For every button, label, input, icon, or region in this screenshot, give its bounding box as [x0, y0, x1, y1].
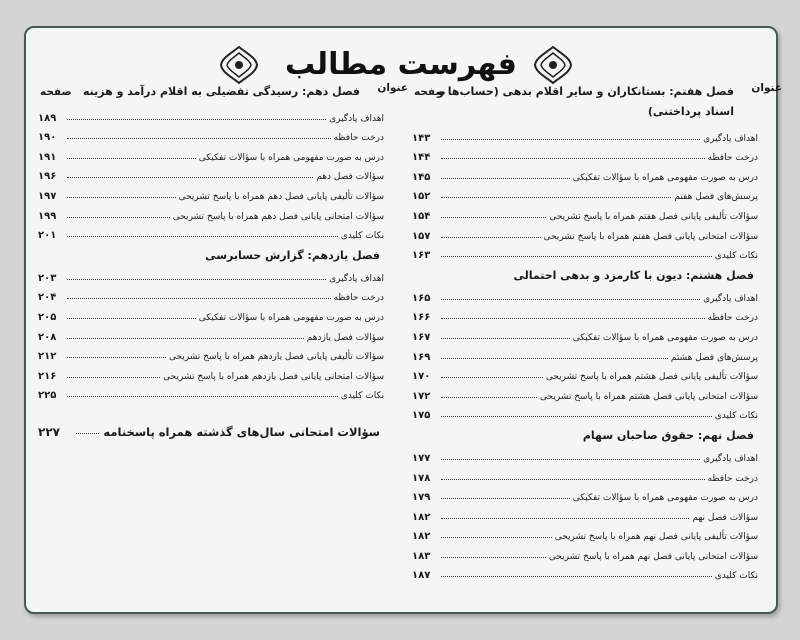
entry-page-number: ۱۸۷ [412, 570, 431, 582]
header-title-label: عنوان [377, 82, 408, 94]
leader-dots [67, 377, 160, 378]
leader-dots [441, 518, 689, 519]
entry-title: پرسش‌های فصل هشتم [670, 352, 758, 363]
entry-page-number: ۲۱۲ [38, 351, 57, 363]
entry-title: درخت حافظه [707, 473, 758, 484]
chapter-title: فصل هفتم: بستانکاران و سایر اقلام بدهی (حساب‌ها و اسناد پرداختنی) [437, 85, 734, 118]
entry-page-number: ۱۷۰ [412, 371, 431, 383]
leader-dots [441, 358, 668, 359]
leader-dots [441, 237, 541, 238]
entry-title: سؤالات تألیفی پایانی فصل دهم همراه با پاسخ تشریحی [178, 191, 384, 202]
final-entry [38, 417, 386, 439]
entry-title: درس به صورت مفهومی همراه با سؤالات تفکیکی [572, 172, 758, 183]
chapter-title: فصل یازدهم: گزارش حسابرسی [205, 249, 380, 263]
entry-page-number: ۱۹۰ [38, 132, 57, 144]
entry-title: نکات کلیدی [714, 251, 758, 262]
leader-dots [441, 459, 700, 460]
toc-entry[interactable] [412, 503, 760, 523]
entry-title: سؤالات امتحانی پایانی فصل یازدهم همراه با پاسخ تشریحی [163, 371, 384, 382]
toc-entry[interactable] [38, 323, 386, 343]
entry-page-number: ۲۰۱ [38, 230, 57, 242]
entry-title: نکات کلیدی [340, 391, 384, 402]
entry-page-number: ۲۰۳ [38, 272, 57, 284]
header-title-label: عنوان [751, 82, 782, 94]
chapter-title: فصل نهم: حقوق صاحبان سهام [582, 429, 754, 443]
entry-page-number: ۲۰۵ [38, 311, 57, 323]
toc-entry[interactable] [412, 402, 760, 422]
entry-page-number: ۲۰۸ [38, 331, 57, 343]
leader-dots [76, 433, 99, 434]
toc-entry[interactable] [412, 202, 760, 222]
leader-dots [441, 158, 705, 159]
entry-title: سؤالات امتحانی پایانی فصل هفتم همراه با پاسخ تشریحی [543, 231, 758, 242]
leader-dots [67, 396, 338, 397]
leader-dots [67, 119, 326, 120]
entry-page-number: ۱۹۱ [38, 151, 57, 163]
entry-title: درخت حافظه [333, 133, 384, 144]
leader-dots [441, 139, 700, 140]
entry-page-number: ۱۷۸ [412, 472, 431, 484]
entry-title: درخت حافظه [333, 293, 384, 304]
leader-dots [67, 197, 176, 198]
leader-dots [67, 177, 313, 178]
leader-dots [441, 557, 546, 558]
chapter-title: فصل هشتم: دیون با کارمزد و بدهی احتمالی [513, 269, 754, 283]
entry-title: درخت حافظه [707, 313, 758, 324]
toc-entry[interactable] [412, 343, 760, 363]
toc-entry[interactable] [38, 202, 386, 222]
entry-title: نکات کلیدی [340, 231, 384, 242]
leader-dots [67, 236, 338, 237]
entry-page-number: ۱۸۹ [38, 112, 57, 124]
leader-dots [441, 318, 705, 319]
toc-entry[interactable] [412, 144, 760, 164]
entry-title: اهداف یادگیری [329, 273, 384, 284]
final-entry-page: ۲۲۷ [38, 425, 60, 440]
leader-dots [441, 256, 712, 257]
leader-dots [67, 298, 331, 299]
entry-title: سؤالات تألیفی پایانی فصل یازدهم همراه با پاسخ تشریحی [169, 352, 384, 363]
entry-page-number: ۱۷۲ [412, 390, 431, 402]
entry-title: نکات کلیدی [714, 571, 758, 582]
entry-title: سؤالات تألیفی پایانی فصل نهم همراه با پاسخ تشریحی [554, 532, 758, 543]
entry-title: سؤالات تألیفی پایانی فصل هفتم همراه با پاسخ تشریحی [549, 211, 758, 222]
toc-entry[interactable] [38, 143, 386, 163]
leader-dots [441, 217, 546, 218]
entry-title: درس به صورت مفهومی همراه با سؤالات تفکیکی [198, 312, 384, 323]
toc-entry[interactable] [412, 304, 760, 324]
entry-title: درس به صورت مفهومی همراه با سؤالات تفکیکی [198, 152, 384, 163]
leader-dots [441, 197, 671, 198]
entry-page-number: ۱۸۳ [412, 550, 431, 562]
leader-dots [441, 479, 705, 480]
entry-page-number: ۱۵۷ [412, 230, 431, 242]
entry-page-number: ۱۶۷ [412, 331, 431, 343]
leader-dots [67, 357, 166, 358]
toc-entry[interactable] [412, 382, 760, 402]
entry-title: پرسش‌های فصل هفتم [674, 192, 758, 203]
toc-entry[interactable] [412, 562, 760, 582]
toc-entry[interactable] [38, 303, 386, 323]
entry-title: سؤالات فصل یازدهم [306, 332, 384, 343]
entry-page-number: ۲۲۵ [38, 390, 57, 402]
toc-entry[interactable] [412, 363, 760, 383]
ornament-left-icon [218, 44, 260, 86]
entry-page-number: ۱۵۴ [412, 210, 431, 222]
toc-entry[interactable] [412, 163, 760, 183]
leader-dots [67, 279, 326, 280]
toc-entry[interactable] [412, 124, 760, 144]
entry-title: اهداف یادگیری [703, 133, 758, 144]
entry-title: سؤالات امتحانی پایانی فصل دهم همراه با پاسخ تشریحی [172, 211, 384, 222]
toc-entry[interactable] [38, 362, 386, 382]
entry-title: سؤالات تألیفی پایانی فصل هشتم همراه با پاسخ تشریحی [545, 372, 758, 383]
entry-page-number: ۲۱۶ [38, 370, 57, 382]
chapter-section [38, 82, 386, 241]
entry-page-number: ۱۶۶ [412, 312, 431, 324]
leader-dots [67, 217, 170, 218]
final-entry-text: سؤالات امتحانی سال‌های گذشته همراه پاسخنامه [103, 425, 380, 440]
leader-dots [67, 138, 331, 139]
entry-title: درخت حافظه [707, 153, 758, 164]
entry-page-number: ۱۷۵ [412, 410, 431, 422]
entry-title: درس به صورت مفهومی همراه با سؤالات تفکیکی [572, 332, 758, 343]
entry-page-number: ۱۹۶ [38, 171, 57, 183]
toc-entry[interactable] [38, 382, 386, 402]
entry-title: سؤالات امتحانی پایانی فصل هشتم همراه با پاسخ تشریحی [540, 391, 758, 402]
header-page-label: صفحه [414, 86, 446, 98]
column-header [38, 82, 408, 102]
toc-entry[interactable] [412, 284, 760, 304]
entry-page-number: ۱۶۵ [412, 292, 431, 304]
header-page-label: صفحه [40, 86, 72, 98]
leader-dots [441, 576, 712, 577]
entry-page-number: ۱۴۳ [412, 132, 431, 144]
toc-entry[interactable] [38, 222, 386, 242]
entry-title: اهداف یادگیری [703, 453, 758, 464]
toc-entry[interactable] [412, 484, 760, 504]
toc-entry[interactable] [412, 523, 760, 543]
toc-entry[interactable] [412, 323, 760, 343]
chapter-section [412, 429, 760, 581]
entry-title: اهداف یادگیری [329, 113, 384, 124]
toc-entry[interactable] [38, 124, 386, 144]
leader-dots [441, 416, 712, 417]
chapter-section [412, 82, 760, 261]
chapter-title: فصل دهم: رسیدگی تفضیلی به اقلام درآمد و هزینه [82, 85, 360, 98]
toc-entry[interactable] [38, 264, 386, 284]
toc-entry[interactable] [412, 222, 760, 242]
page-title: فهرست مطالب [285, 47, 517, 82]
toc-column-left [38, 82, 408, 440]
column-header [412, 82, 782, 102]
toc-entry[interactable] [412, 464, 760, 484]
chapter-section [412, 269, 760, 421]
toc-entry[interactable] [38, 182, 386, 202]
toc-entry[interactable] [412, 542, 760, 562]
entry-page-number: ۱۶۹ [412, 351, 431, 363]
leader-dots [441, 377, 543, 378]
entry-page-number: ۱۴۴ [412, 152, 431, 164]
entry-title: اهداف یادگیری [703, 293, 758, 304]
toc-entry[interactable] [38, 163, 386, 183]
entry-page-number: ۱۷۹ [412, 492, 431, 504]
toc-entry[interactable] [412, 183, 760, 203]
entry-title: نکات کلیدی [714, 411, 758, 422]
entry-page-number: ۱۵۲ [412, 191, 431, 203]
entry-title: سؤالات فصل نهم [692, 512, 758, 523]
leader-dots [441, 178, 570, 179]
leader-dots [441, 498, 570, 499]
entry-page-number: ۱۷۷ [412, 452, 431, 464]
entry-page-number: ۱۸۲ [412, 531, 431, 543]
entry-page-number: ۲۰۴ [38, 292, 57, 304]
chapter-section [38, 249, 386, 401]
leader-dots [441, 338, 570, 339]
toc-entry[interactable] [412, 242, 760, 262]
entry-page-number: ۱۶۳ [412, 250, 431, 262]
entry-page-number: ۱۸۲ [412, 511, 431, 523]
leader-dots [67, 158, 196, 159]
ornament-right-icon [532, 44, 574, 86]
leader-dots [67, 338, 304, 339]
entry-page-number: ۱۹۹ [38, 210, 57, 222]
leader-dots [67, 318, 196, 319]
leader-dots [441, 299, 700, 300]
toc-entry[interactable] [38, 343, 386, 363]
entry-title: سؤالات فصل دهم [316, 172, 384, 183]
leader-dots [441, 397, 537, 398]
leader-dots [441, 537, 552, 538]
toc-entry[interactable] [412, 444, 760, 464]
entry-page-number: ۱۹۷ [38, 190, 57, 202]
toc-entry[interactable] [38, 104, 386, 124]
entry-title: درس به صورت مفهومی همراه با سؤالات تفکیکی [572, 493, 758, 504]
entry-title: سؤالات امتحانی پایانی فصل نهم همراه با پاسخ تشریحی [548, 551, 758, 562]
toc-column-right [412, 82, 782, 582]
toc-entry[interactable] [38, 284, 386, 304]
toc-page [24, 26, 782, 614]
entry-page-number: ۱۴۵ [412, 171, 431, 183]
